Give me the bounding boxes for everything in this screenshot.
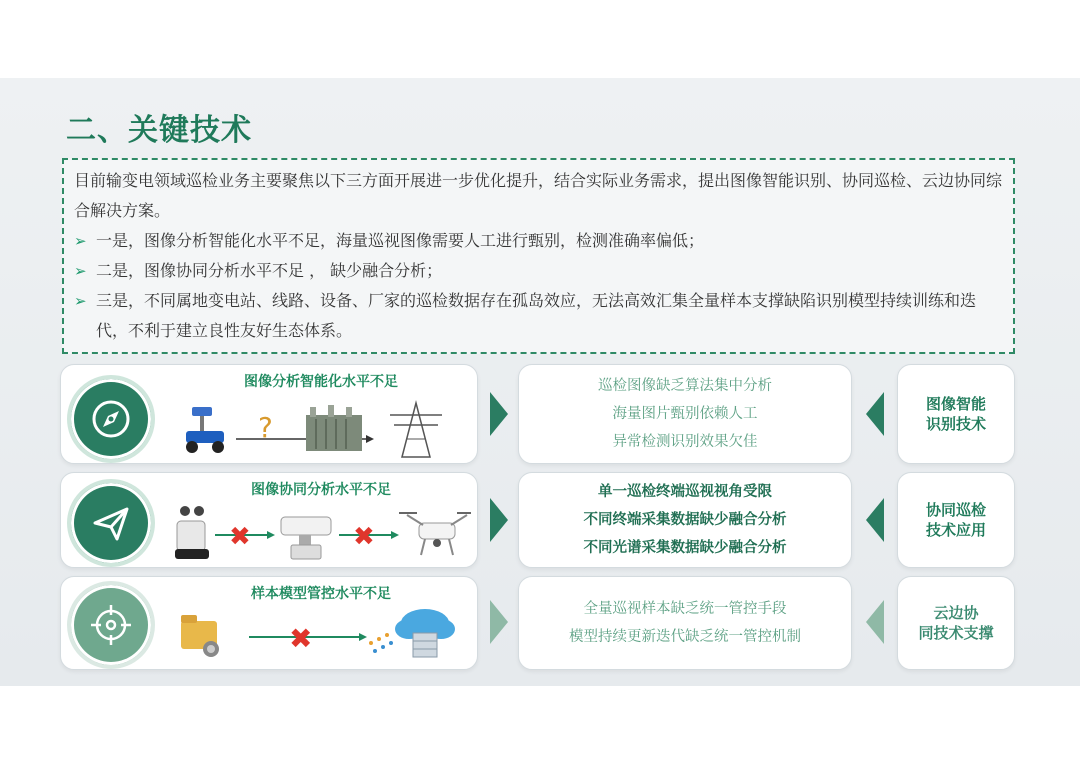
robot-camera-drone-illustration xyxy=(171,501,471,563)
issue-box xyxy=(518,576,852,670)
arrow-left-icon xyxy=(866,498,884,542)
solution-label: 协同巡检 xyxy=(925,501,986,519)
issue-box xyxy=(518,364,852,464)
intro-bullet: ➢ 二是，图像协同分析水平不足 ， 缺少融合分析； xyxy=(74,256,1003,286)
row-collaborative-analysis xyxy=(60,472,1020,568)
solution-box xyxy=(897,576,1015,670)
issue-box xyxy=(518,472,852,568)
svg-text:✖: ✖ xyxy=(229,522,251,552)
arrow-bullet-icon: ➢ xyxy=(74,292,87,310)
svg-text:✖: ✖ xyxy=(353,522,375,552)
target-icon xyxy=(67,581,155,669)
issue-text: 海量图片甄别依赖人工 xyxy=(612,406,758,422)
arrow-left-icon xyxy=(866,392,884,436)
arrow-bullet-icon: ➢ xyxy=(74,262,87,280)
arrow-bullet-icon: ➢ xyxy=(74,232,87,250)
problem-title: 图像分析智能化水平不足 xyxy=(244,374,398,390)
compass-icon xyxy=(67,375,155,463)
arrow-right-icon xyxy=(490,600,508,644)
issue-text: 不同光谱采集数据缺少融合分析 xyxy=(583,540,787,556)
problem-box xyxy=(60,576,478,670)
issue-text: 不同终端采集数据缺少融合分析 xyxy=(583,512,787,528)
solution-label: 识别技术 xyxy=(925,415,986,433)
issue-text: 异常检测识别效果欠佳 xyxy=(612,434,758,450)
issue-text: 单一巡检终端巡视视角受限 xyxy=(598,484,772,500)
intro-bullet: ➢ 三是，不同属地变电站、线路、设备、厂家的巡检数据存在孤岛效应，无法高效汇集全量样本支撑缺陷识别模型持续训练和迭代，不利于建立良性友好生态体系。 xyxy=(74,286,1003,346)
issue-text: 模型持续更新迭代缺乏统一管控机制 xyxy=(569,629,801,645)
svg-text:?: ? xyxy=(258,411,273,444)
problem-box xyxy=(60,472,478,568)
solution-box xyxy=(897,364,1015,464)
intro-paragraph: 目前输变电领域巡检业务主要聚焦以下三方面开展进一步优化提升，结合实际业务需求，提出图像智能识别、协同巡检、云边协同综合解决方案。 xyxy=(74,171,1003,220)
arrow-left-icon xyxy=(866,600,884,644)
problem-title: 样本模型管控水平不足 xyxy=(251,586,391,602)
arrow-right-icon xyxy=(490,392,508,436)
robot-transformer-tower-illustration xyxy=(176,399,466,459)
row-image-analysis xyxy=(60,364,1020,464)
intro-box xyxy=(62,158,1015,354)
solution-label: 云边协 xyxy=(933,604,979,622)
issue-text: 巡检图像缺乏算法集中分析 xyxy=(598,378,772,394)
problem-title: 图像协同分析水平不足 xyxy=(251,482,391,498)
problem-box xyxy=(60,364,478,464)
paper-plane-icon xyxy=(67,479,155,567)
issue-text: 全量巡视样本缺乏统一管控手段 xyxy=(583,601,787,617)
solution-label: 图像智能 xyxy=(925,395,986,413)
svg-text:✖: ✖ xyxy=(289,622,313,655)
page-title: 二、关键技术 xyxy=(66,113,252,148)
intro-bullet: ➢ 一是，图像分析智能化水平不足，海量巡视图像需要人工进行甄别，检测准确率偏低； xyxy=(74,226,1003,256)
arrow-right-icon xyxy=(490,498,508,542)
solution-box xyxy=(897,472,1015,568)
folder-cloud-illustration xyxy=(171,603,461,665)
solution-label: 同技术支撑 xyxy=(918,624,994,642)
row-sample-model xyxy=(60,576,1020,670)
solution-label: 技术应用 xyxy=(925,521,986,539)
